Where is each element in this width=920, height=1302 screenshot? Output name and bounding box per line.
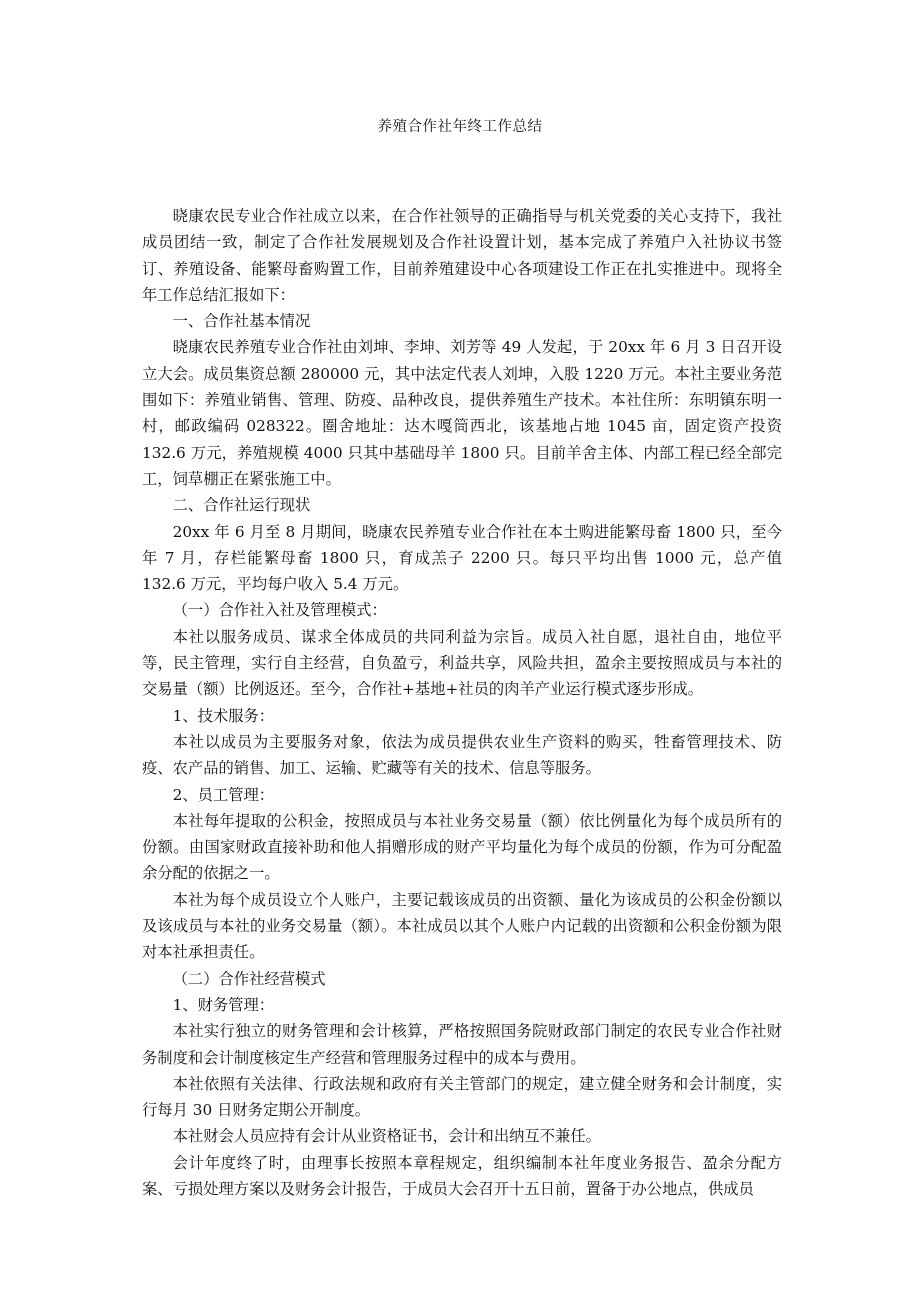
item-heading-financial-management: 1、财务管理： — [172, 995, 275, 1014]
membership-paragraph: 本社以服务成员、谋求全体成员的共同利益为宗旨。成员入社自愿，退社自由，地位平等，民主管理，实行自主经营，自负盈亏，利益共享，风险共担，盈余主要按照成员与本社的交易量（额）比例返还。至今，合作社+基地+社员的肉羊产业运行模式逐步形成。 — [142, 627, 782, 699]
financial-management-paragraph-3: 本社财会人员应持有会计从业资格证书，会计和出纳互不兼任。 — [172, 1127, 601, 1146]
staff-management-paragraph-1: 本社每年提取的公积金，按照成员与本社业务交易量（额）依比例量化为每个成员所有的份额。由国家财政直接补助和他人捐赠形成的财产平均量化为每个成员的份额，作为可分配盈余分配的依据之一。 — [142, 811, 782, 883]
subsection-heading-business-model: （二）合作社经营模式 — [172, 969, 326, 988]
intro-paragraph: 晓康农民专业合作社成立以来，在合作社领导的正确指导与机关党委的关心支持下，我社成员团结一致，制定了合作社发展规划及合作社设置计划，基本完成了养殖户入社协议书签订、养殖设备、能繁母畜购置工作，目前养殖建设中心各项建设工作正在扎实推进中。现将全年工作总结汇报如下： — [142, 207, 782, 304]
document-body — [142, 203, 782, 1202]
financial-management-paragraph-4: 会计年度终了时，由理事长按照本章程规定，组织编制本社年度业务报告、盈余分配方案、亏损处理方案以及财务会计报告，于成员大会召开十五日前，置备于办公地点，供成员 — [142, 1153, 782, 1198]
financial-management-paragraph-1: 本社实行独立的财务管理和会计核算，严格按照国务院财政部门制定的农民专业合作社财务制度和会计制度核定生产经营和管理服务过程中的成本与费用。 — [142, 1022, 782, 1067]
document-title: 养殖合作社年终工作总结 — [377, 119, 543, 135]
item-heading-staff-management: 2、员工管理： — [172, 785, 275, 804]
basic-info-paragraph: 晓康农民养殖专业合作社由刘坤、李坤、刘芳等 49 人发起，于 20xx 年 6 月 3 日召开设立大会。成员集资总额 280000 元，其中法定代表人刘坤，入股 1220 万元。本社主要业务范围如下：养殖业销售、管理、防疫、品种改良，提供养殖生产技术。本社住所：东明镇东明一村，邮政编码 028322。圈舍地址：达木嘎筒西北，该基地占地 1045 亩，固定资产投资 132.6 万元，养殖规模 4000 只其中基础母羊 1800 只。目前羊舍主体、内部工程已经全部完工，饲草棚正在紧张施工中。 — [142, 338, 782, 488]
item-heading-technical-service: 1、技术服务： — [172, 706, 275, 725]
financial-management-paragraph-2: 本社依照有关法律、行政法规和政府有关主管部门的规定，建立健全财务和会计制度，实行每月 30 日财务定期公开制度。 — [142, 1074, 782, 1120]
subsection-heading-membership: （一）合作社入社及管理模式： — [172, 601, 387, 620]
technical-service-paragraph: 本社以成员为主要服务对象，依法为成员提供农业生产资料的购买，牲畜管理技术、防疫、农产品的销售、加工、运输、贮藏等有关的技术、信息等服务。 — [142, 732, 782, 778]
staff-management-paragraph-2: 本社为每个成员设立个人账户，主要记载该成员的出资额、量化为该成员的公积金份额以及该成员与本社的业务交易量（额）。本社成员以其个人账户内记载的出资额和公积金份额为限对本社承担责任。 — [142, 890, 782, 962]
section-heading-operation-status: 二、合作社运行现状 — [172, 496, 311, 515]
operation-status-paragraph: 20xx 年 6 月至 8 月期间，晓康农民养殖专业合作社在本土购进能繁母畜 1800 只，至今年 7 月，存栏能繁母畜 1800 只，育成羔子 2200 只。每只平均出售 1000 元，总产值 132.6 万元，平均每户收入 5.4 万元。 — [142, 522, 782, 594]
section-heading-basic-info: 一、合作社基本情况 — [172, 312, 311, 331]
